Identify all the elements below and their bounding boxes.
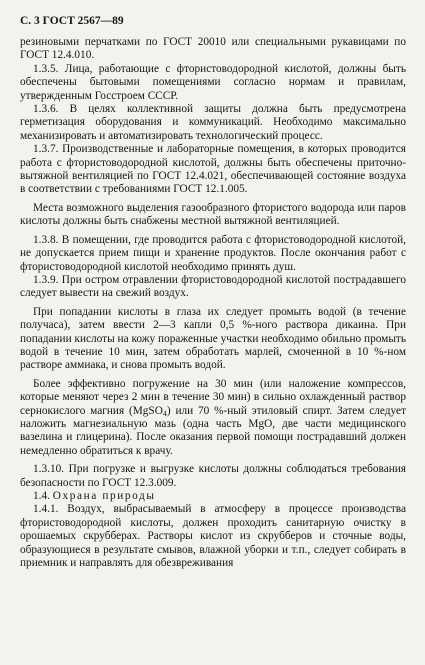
section-number: 1.4. (33, 490, 53, 502)
section-heading-1-4 (20, 490, 406, 503)
paragraph-1-4-1: 1.4.1. Воздух, выбрасываемый в атмосферу в процессе производства фтористоводородной кислоты, должен проходить санитарную очистку в орошаемых скрубберах. Растворы кислот из скрубберов и сточные воды, образующиеся в результате смывов, влажной уборки и т.п., следует собирать в приемник и направлять для обезвреживания (20, 503, 406, 570)
document-page (20, 0, 406, 665)
paragraph-1-3-7: 1.3.7. Производственные и лабораторные помещения, в которых проводится работа с фтористоводородной кислотой, должны быть обеспечены приточно-вытяжной вентиляцией по ГОСТ 12.4.021, обеспечивающей состояние воздуха в соответствии с требованиями ГОСТ 12.1.005. (20, 143, 406, 196)
section-title: Охрана природы (52, 490, 156, 502)
compress-text-part2: ) или 70 %-ный этиловый спирт. Затем следует наложить магнезиальную мазь (одна часть MgO, две части медицинского вазелина и глицерина). После оказания первой помощи пострадавший должен немедленно обратиться к врачу. (20, 404, 406, 457)
paragraph-1-3-9: 1.3.9. При остром отравлении фтористоводородной кислотой пострадавшего следует вывести на свежий воздух. (20, 273, 406, 300)
paragraph-gloves: резиновыми перчатками по ГОСТ 20010 или специальными рукавицами по ГОСТ 12.4.010. (20, 36, 406, 62)
page-header: С. 3 ГОСТ 2567—89 (20, 15, 124, 27)
paragraph-compress-treatment (20, 378, 406, 458)
mgso4-subscript: 4 (162, 408, 167, 418)
paragraph-1-3-10: 1.3.10. При погрузке и выгрузке кислоты должны соблюдаться требования безопасности по ГОСТ 12.3.009. (20, 463, 406, 489)
paragraph-local-ventilation: Места возможного выделения газообразного фтористого водорода или паров кислоты должны быть снабжены местной вытяжной вентиляцией. (20, 201, 406, 228)
document-body (20, 36, 406, 570)
paragraph-1-3-8: 1.3.8. В помещении, где проводится работа с фтористоводородной кислотой, не допускается прием пищи и хранение продуктов. После окончания работ с фтористоводородной кислотой необходимо принять душ. (20, 233, 406, 273)
paragraph-1-3-6: 1.3.6. В целях коллективной защиты должна быть предусмотрена герметизация оборудования и коммуникаций. Необходимо максимально механизировать и автоматизировать технологический процесс. (20, 103, 406, 142)
paragraph-1-3-5: 1.3.5. Лица, работающие с фтористоводородной кислотой, должны быть обеспечены бытовыми помещениями согласно нормам и правилам, утвержденным Госстроем СССР. (20, 62, 406, 102)
paragraph-eye-skin-contact: При попадании кислоты в глаза их следует промыть водой (в течение получаса), затем ввести 2—3 капли 0,5 %-ного раствора дикаина. При попадании кислоты на кожу пораженные участки необходимо обильно промыть водой в течение 10 мин, затем обработать марлей, смоченной в 10 %-ном растворе аммиака, и снова промыть водой. (20, 305, 406, 372)
compress-text-part1: Более эффективно погружение на 30 мин (или наложение компрессов, которые меняют через 2 мин в течение 30 мин) в сильно охлажденный раствор сернокислого магния (MgSO (20, 377, 406, 417)
